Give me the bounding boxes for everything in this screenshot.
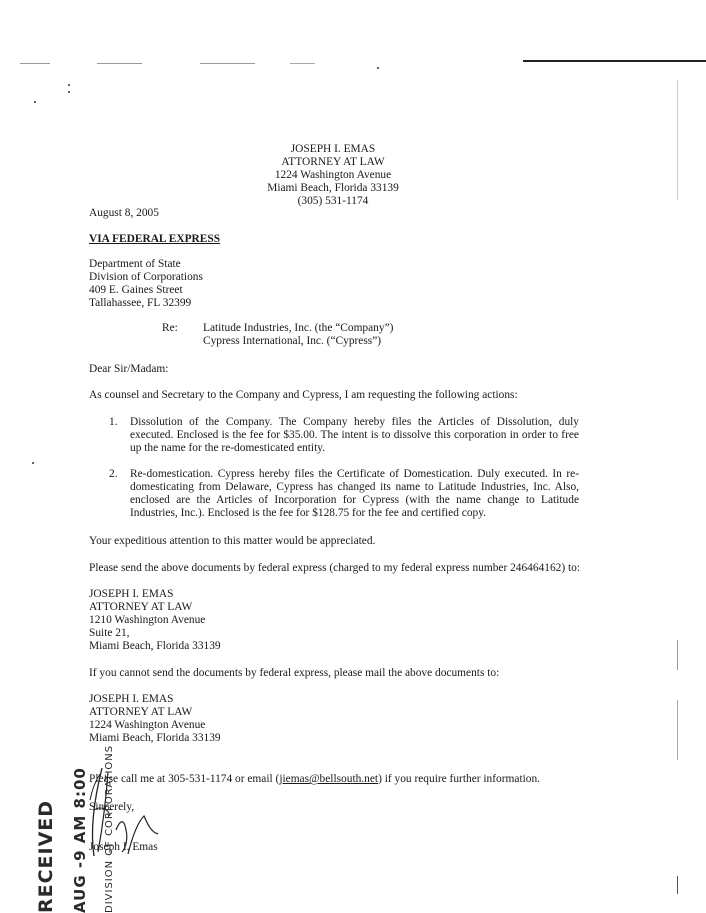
item-number: 2. <box>109 468 118 480</box>
return-address <box>89 588 221 653</box>
address-line: ATTORNEY AT LAW <box>89 601 193 613</box>
delivery-method: VIA FEDERAL EXPRESS <box>89 233 221 245</box>
mail-address <box>89 693 221 745</box>
scan-line <box>677 80 678 200</box>
contact-text: Please call me at 305-531-1174 or email ( <box>89 773 280 785</box>
closing: Sincerely, <box>89 801 135 813</box>
scan-line <box>290 63 315 64</box>
address-line: Miami Beach, Florida 33139 <box>89 640 221 652</box>
address-line: Miami Beach, Florida 33139 <box>89 732 221 744</box>
item-redomestication: Re-domestication. Cypress hereby files the Certificate of Domestication. Duly executed. In re-domesticating from Delaware, Cypress has changed its name to Latitude Industries, Inc. Also, enclosed are the Articles of Incorporation for Cypress (with the name change to Latitude Industries, Inc.). Enclosed is the fee for $128.75 for the fee and certified copy. <box>130 468 579 519</box>
address-line: JOSEPH I. EMAS <box>89 588 174 600</box>
scan-line <box>677 640 678 670</box>
address-line: Suite 21, <box>89 627 130 639</box>
re-subject <box>203 322 393 348</box>
attention-paragraph: Your expeditious attention to this matter would be appreciated. <box>89 535 376 547</box>
send-request-paragraph: Please send the above documents by federal express (charged to my federal express number 246464162) to: <box>89 562 581 574</box>
re-line-cypress: Cypress International, Inc. (“Cypress”) <box>203 335 382 347</box>
letterhead-title: ATTORNEY AT LAW <box>281 156 385 168</box>
address-line: JOSEPH I. EMAS <box>89 693 174 705</box>
scan-line <box>523 60 706 62</box>
recipient-line: 409 E. Gaines Street <box>89 284 183 296</box>
item-number: 1. <box>109 416 118 428</box>
signature <box>80 760 170 860</box>
received-stamp-datetime: AUG -9 AM 8:00 <box>71 767 89 913</box>
address-line: 1210 Washington Avenue <box>89 614 206 626</box>
scan-line <box>20 63 50 64</box>
letterhead-phone: (305) 531-1174 <box>297 195 369 207</box>
letterhead-name: JOSEPH I. EMAS <box>290 143 376 155</box>
scan-line <box>97 63 142 64</box>
signer-name: Joseph I. Emas <box>89 841 158 853</box>
mail-alternative-paragraph: If you cannot send the documents by federal express, please mail the above documents to: <box>89 667 500 679</box>
scan-speck <box>377 67 379 69</box>
scan-speck <box>34 101 36 103</box>
email-link[interactable]: jiemas@bellsouth.net <box>279 773 379 785</box>
letterhead <box>233 143 433 208</box>
scan-line <box>677 876 678 894</box>
intro-paragraph: As counsel and Secretary to the Company and Cypress, I am requesting the following actions: <box>89 389 518 401</box>
recipient-line: Division of Corporations <box>89 271 203 283</box>
scan-line <box>200 63 255 64</box>
address-line: 1224 Washington Avenue <box>89 719 206 731</box>
item-dissolution: Dissolution of the Company. The Company hereby files the Articles of Dissolution, duly executed. Enclosed is the fee for $35.00. The intent is to dissolve this corporation in order to free up the name for the re-domesticated entity. <box>130 416 579 454</box>
recipient-line: Tallahassee, FL 32399 <box>89 297 192 309</box>
letterhead-street: 1224 Washington Avenue <box>274 169 392 181</box>
recipient-address <box>89 258 203 310</box>
scan-line <box>677 700 678 760</box>
received-stamp-division: DIVISION OF CORPORATIONS <box>104 744 115 913</box>
received-stamp: RECEIVED <box>35 799 57 913</box>
re-line-company: Latitude Industries, Inc. (the “Company”) <box>203 322 394 334</box>
re-label: Re: <box>162 322 178 334</box>
address-line: ATTORNEY AT LAW <box>89 706 193 718</box>
contact-text: ) if you require further information. <box>378 773 541 785</box>
scan-speck <box>32 462 34 464</box>
scan-speck <box>68 91 70 93</box>
recipient-line: Department of State <box>89 258 181 270</box>
salutation: Dear Sir/Madam: <box>89 363 169 375</box>
letterhead-city: Miami Beach, Florida 33139 <box>267 182 399 194</box>
letter-date: August 8, 2005 <box>89 207 159 219</box>
scan-speck <box>68 84 70 86</box>
